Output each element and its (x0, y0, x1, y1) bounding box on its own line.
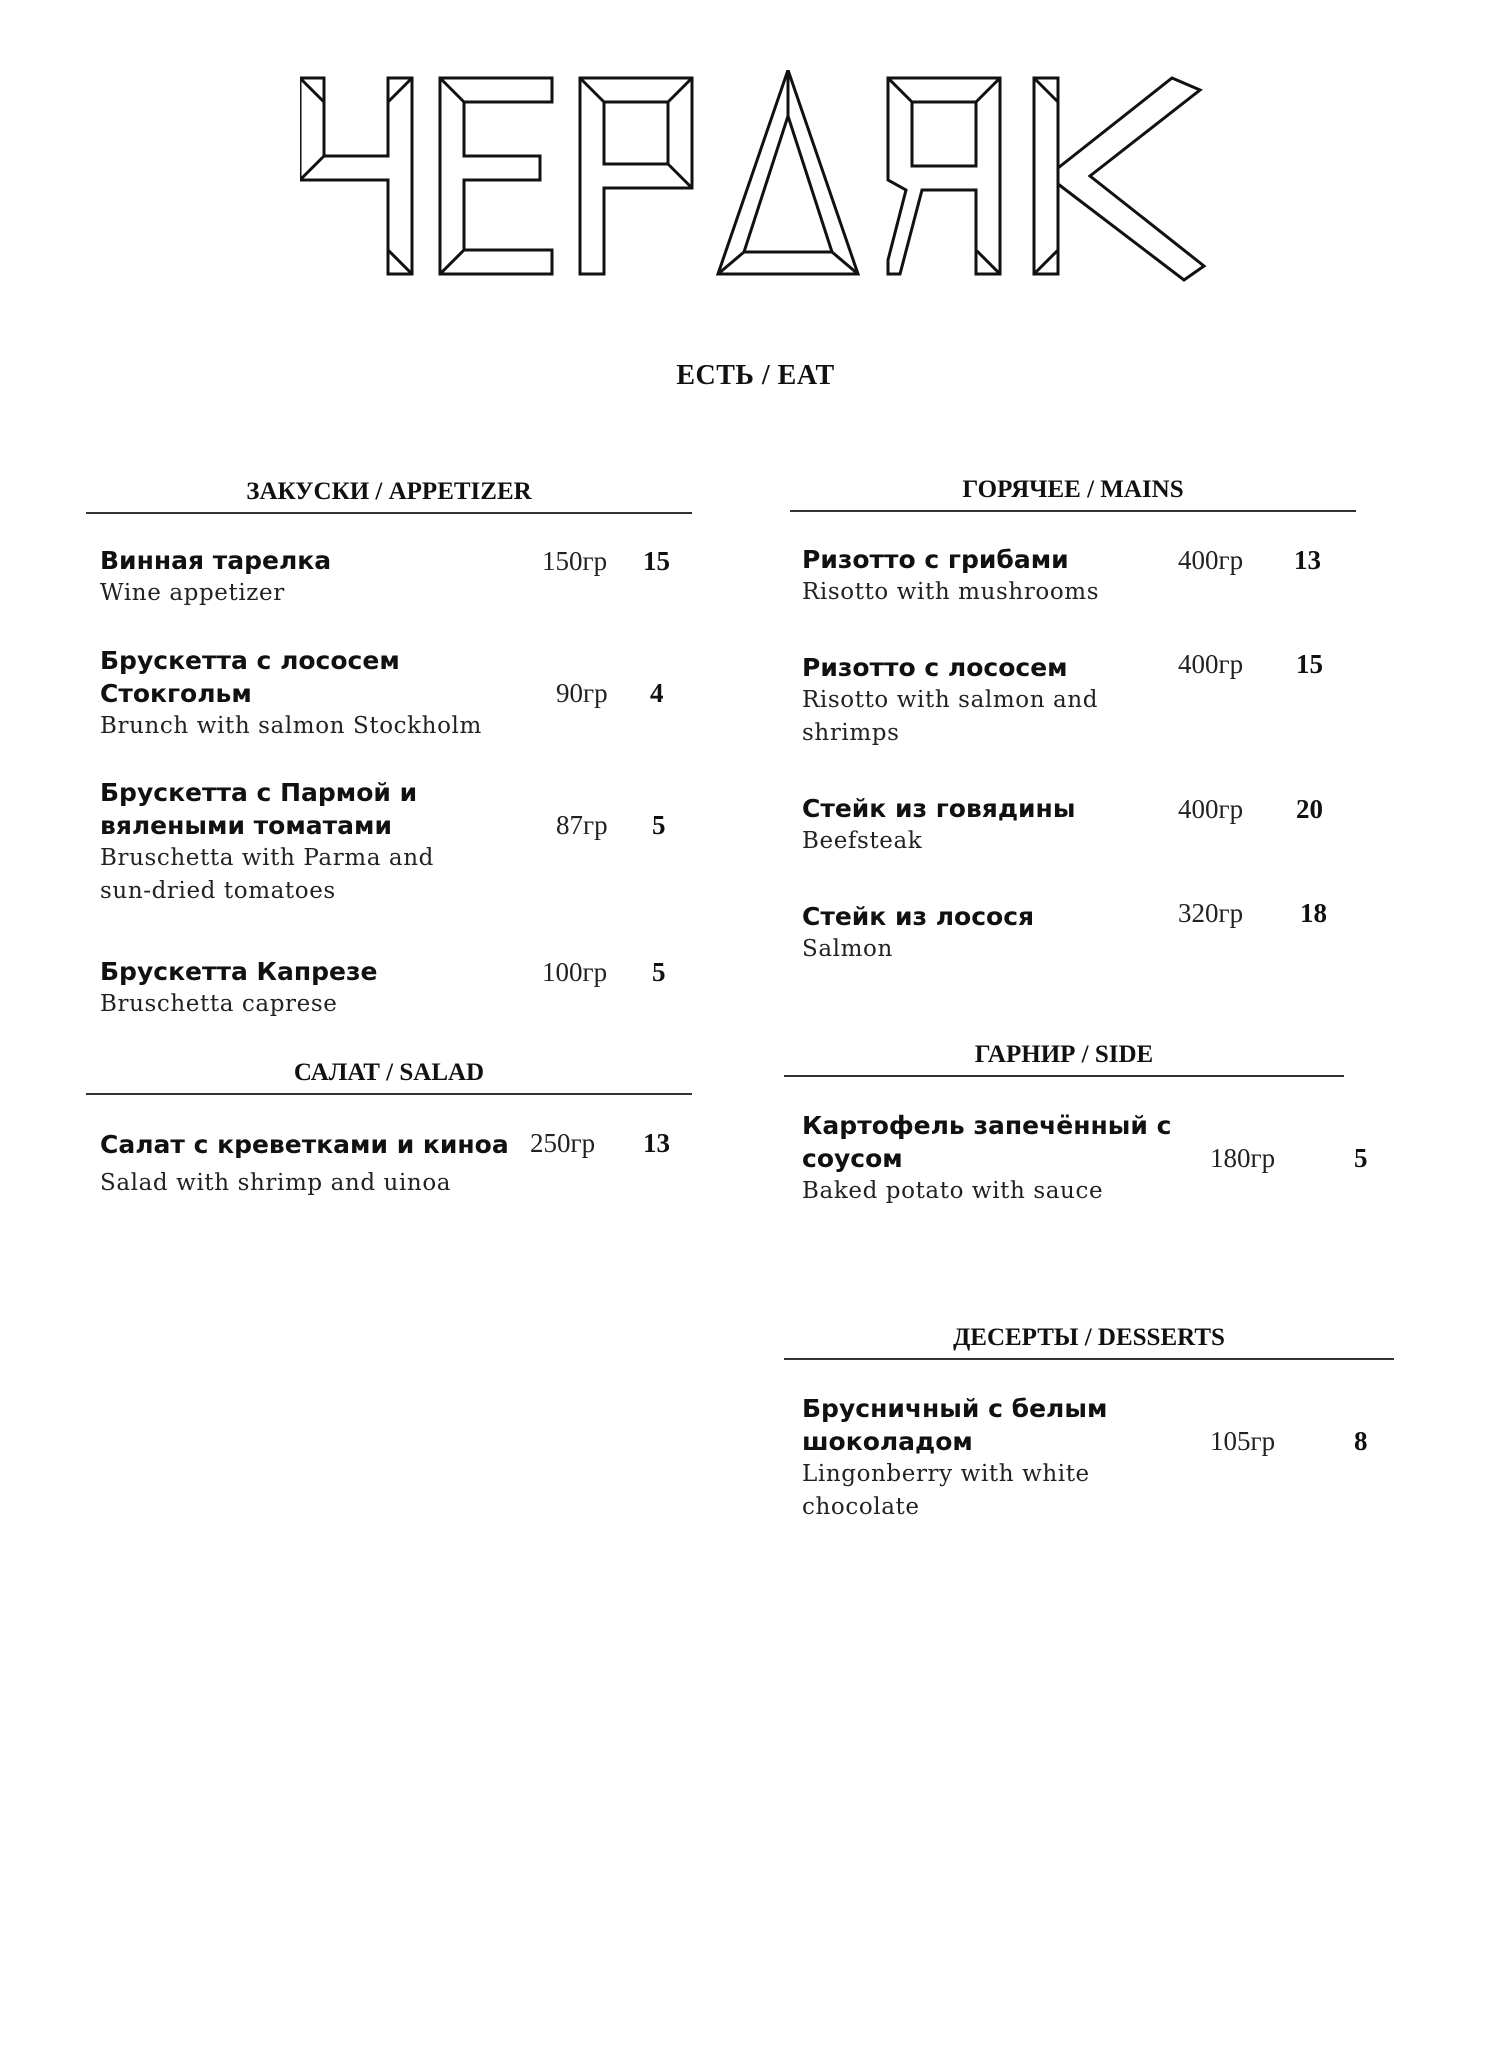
item-name-ru: Брускетта Капрезе (100, 957, 378, 986)
item-name-en: Risotto with mushrooms (802, 579, 1100, 605)
item-price: 20 (1296, 794, 1323, 824)
item-price: 13 (1294, 545, 1321, 575)
item-weight: 87гр (556, 810, 608, 840)
item-price: 8 (1354, 1426, 1368, 1456)
item-name-en: Beefsteak (802, 828, 923, 854)
menu-item-risotto-mushrooms (802, 543, 1362, 609)
section-title: ГАРНИР / SIDE (974, 1041, 1154, 1068)
section-salad-header (86, 1059, 692, 1095)
section-side-header (784, 1041, 1344, 1077)
item-name-ru: Салат с креветками и киноа (100, 1130, 509, 1159)
item-name-en: Lingonberry with white chocolate (802, 1461, 1090, 1520)
logo-letter-4 (718, 70, 858, 274)
section-mains-header (790, 476, 1356, 512)
section-divider (86, 512, 692, 514)
item-name-ru: Брусничный с белым шоколадом (802, 1394, 1108, 1456)
item-price: 4 (650, 678, 664, 708)
item-name-ru: Брускетта с лососем Стокгольм (100, 646, 400, 708)
item-weight: 90гр (556, 678, 608, 708)
menu-item-bruschetta-salmon (100, 644, 700, 743)
menu-item-bruschetta-parma (100, 776, 700, 908)
section-divider (86, 1093, 692, 1095)
restaurant-logo (300, 70, 1212, 282)
item-weight: 150гр (542, 546, 608, 576)
logo-letter-6 (1034, 78, 1204, 280)
item-name-en: Bruschetta caprese (100, 991, 338, 1017)
item-weight: 250гр (530, 1128, 596, 1158)
section-title: ЗАКУСКИ / APPETIZER (246, 478, 532, 505)
item-weight: 400гр (1178, 649, 1244, 679)
item-weight: 105гр (1210, 1426, 1276, 1456)
section-title: ДЕСЕРТЫ / DESSERTS (953, 1324, 1225, 1351)
item-name-en: Salad with shrimp and uinoa (100, 1170, 452, 1196)
item-name-ru: Брускетта с Пармой и вялеными томатами (100, 778, 418, 840)
section-title: САЛАТ / SALAD (293, 1059, 485, 1086)
item-name-en: Baked potato with sauce (802, 1178, 1104, 1204)
section-title: ГОРЯЧЕЕ / MAINS (962, 476, 1184, 503)
item-name-en: Wine appetizer (100, 580, 285, 606)
item-price: 18 (1300, 898, 1327, 928)
item-price: 5 (652, 957, 666, 987)
menu-item-baked-potato (802, 1109, 1382, 1208)
menu-item-risotto-salmon (802, 651, 1362, 750)
page-title: ЕСТЬ / EAT (676, 360, 835, 391)
item-price: 5 (652, 810, 666, 840)
item-name-en: Risotto with salmon and shrimps (802, 687, 1099, 746)
item-name-ru: Ризотто с лососем (802, 653, 1068, 682)
section-desserts-header (784, 1324, 1394, 1360)
logo-letter-5 (888, 78, 1000, 274)
item-weight: 400гр (1178, 545, 1244, 575)
item-name-en: Salmon (802, 936, 893, 962)
item-name-en: Brunch with salmon Stockholm (100, 713, 482, 739)
logo-letter-2 (440, 78, 552, 274)
section-divider (784, 1358, 1394, 1360)
item-weight: 180гр (1210, 1143, 1276, 1173)
logo-letter-3 (580, 78, 692, 274)
item-name-ru: Стейк из говядины (802, 794, 1076, 823)
menu-item-bruschetta-caprese (100, 955, 700, 1021)
item-name-ru: Винная тарелка (100, 546, 332, 575)
menu-item-lingonberry-dessert (802, 1392, 1382, 1524)
section-appetizer-header (86, 478, 692, 514)
item-price: 15 (1296, 649, 1323, 679)
item-name-ru: Стейк из лосося (802, 902, 1035, 931)
menu-item-salad-shrimp (100, 1128, 700, 1200)
item-weight: 100гр (542, 957, 608, 987)
item-weight: 400гр (1178, 794, 1244, 824)
item-name-en: Bruschetta with Parma and sun-dried tomatoes (100, 845, 434, 904)
logo-letter-1 (300, 78, 412, 274)
section-divider (784, 1075, 1344, 1077)
item-name-ru: Картофель запечённый с соусом (802, 1111, 1172, 1173)
menu-item-beefsteak (802, 792, 1362, 858)
item-weight: 320гр (1178, 898, 1244, 928)
item-price: 5 (1354, 1143, 1368, 1173)
item-price: 13 (643, 1128, 670, 1158)
item-price: 15 (643, 546, 670, 576)
menu-item-wine-plate (100, 544, 700, 610)
section-divider (790, 510, 1356, 512)
item-name-ru: Ризотто с грибами (802, 545, 1069, 574)
menu-item-salmon-steak (802, 900, 1362, 966)
